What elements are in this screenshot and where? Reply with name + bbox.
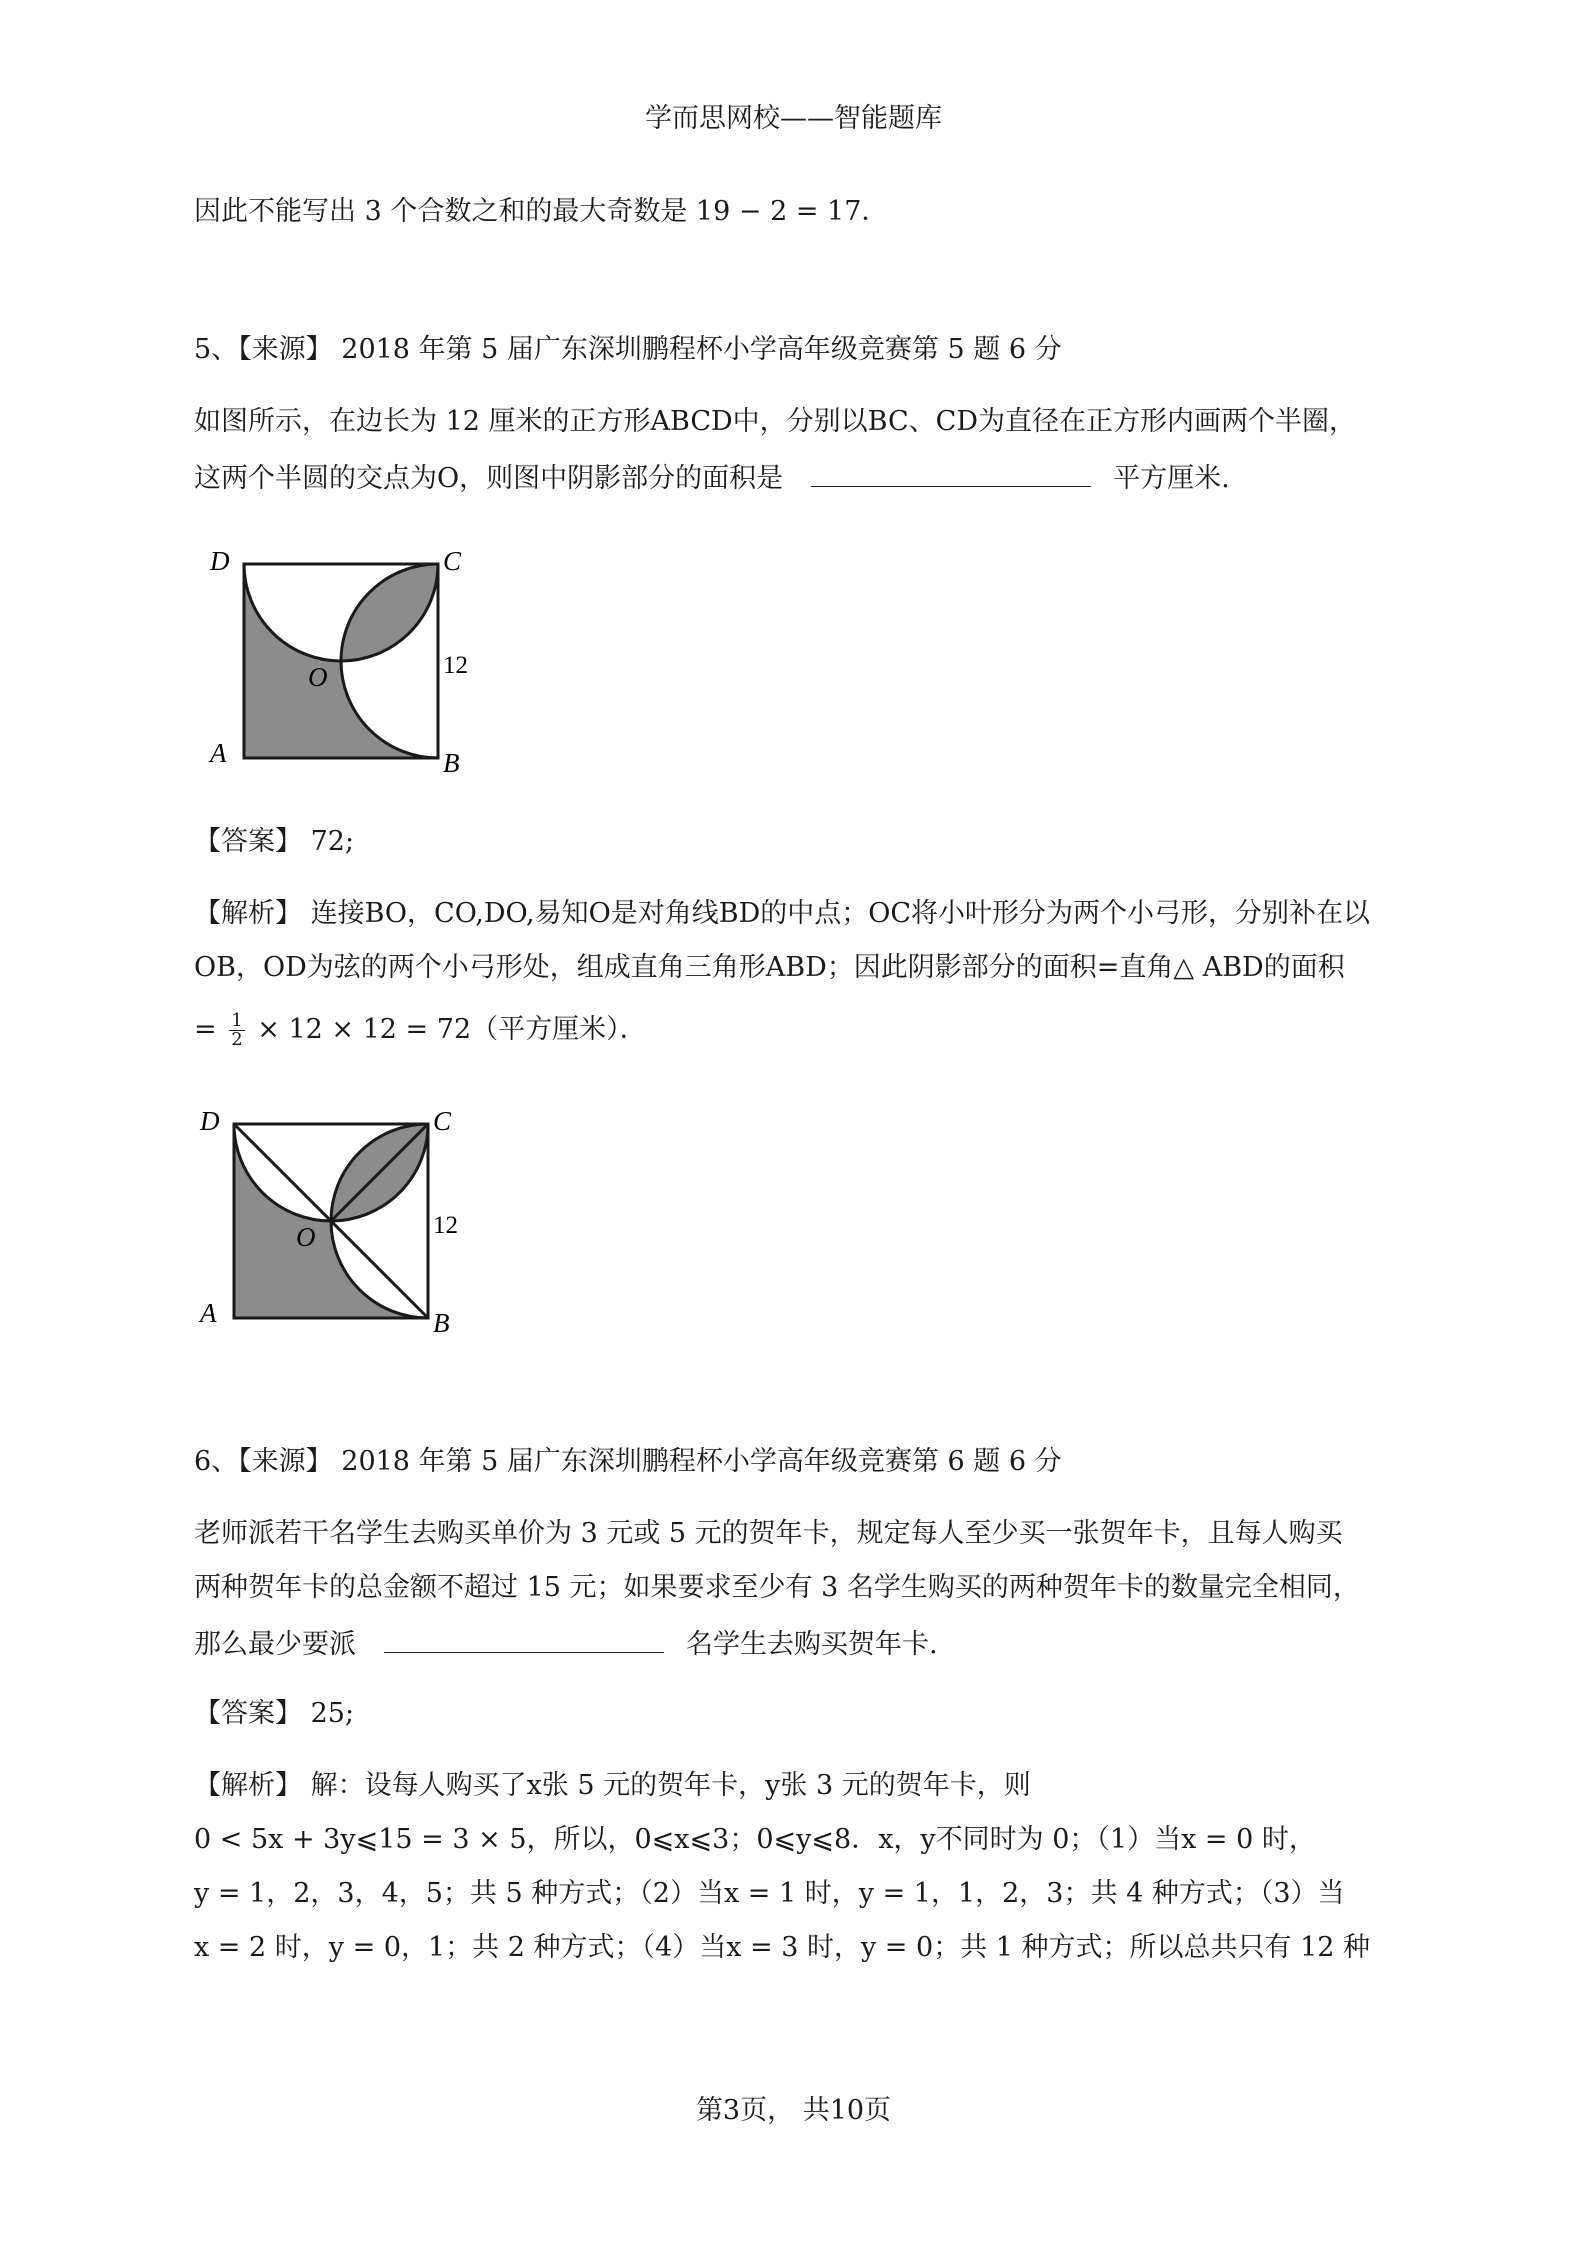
fraction-denominator: 2 [231, 1029, 243, 1050]
q5-answer: 【答案】 72; [194, 826, 355, 857]
q6-stem-before-blank: 那么最少要派 [194, 1629, 356, 1660]
page-footer: 第3页， 共10页 [695, 2095, 892, 2126]
label-c: C [433, 1106, 452, 1136]
q6-analysis-line2: 0 < 5x + 3y⩽15 = 3 × 5，所以，0⩽x⩽3；0⩽y⩽8．x，y不同时为 0；（1）当x = 0 时， [194, 1824, 1316, 1855]
q6-answer: 【答案】 25; [194, 1698, 355, 1729]
q6-analysis-line3: y = 1，2，3，4，5；共 5 种方式；（2）当x = 1 时，y = 1，1，2，3；共 4 种方式；（3）当 [194, 1878, 1345, 1909]
equals-sign: = [194, 1014, 217, 1045]
analysis-expression: × 12 × 12 = 72（平方厘米）． [257, 1014, 647, 1045]
q5-stem-before-blank: 这两个半圆的交点为O，则图中阴影部分的面积是 [194, 463, 784, 494]
label-b: B [443, 748, 460, 778]
label-a: A [210, 738, 227, 768]
prev-solution-end: 因此不能写出 3 个合数之和的最大奇数是 19 − 2 = 17． [194, 196, 889, 227]
page-header: 学而思网校——智能题库 [645, 103, 942, 134]
label-c: C [443, 546, 462, 576]
q6-analysis-line1: 【解析】 解：设每人购买了x张 5 元的贺年卡，y张 3 元的贺年卡，则 [194, 1770, 1031, 1801]
label-a: A [200, 1298, 217, 1328]
q6-stem-after-blank: 名学生去购买贺年卡. [686, 1629, 938, 1660]
fraction-numerator: 1 [231, 1010, 243, 1031]
label-side-length: 12 [443, 652, 468, 679]
q6-stem-line2: 两种贺年卡的总金额不超过 15 元；如果要求至少有 3 名学生购买的两种贺年卡的数量完全相同， [194, 1572, 1360, 1603]
q6-analysis-line4: x = 2 时，y = 0，1；共 2 种方式；（4）当x = 3 时，y = 0；共 1 种方式；所以总共只有 12 种 [194, 1932, 1371, 1963]
label-b: B [433, 1308, 450, 1338]
label-o: O [296, 1222, 316, 1252]
fraction-half [229, 1012, 244, 1049]
q5-answer-blank [811, 456, 1091, 487]
q5-stem-after-blank: 平方厘米. [1113, 463, 1230, 494]
q5-analysis-line1: 【解析】 连接BO，CO,DO,易知O是对角线BD的中点；OC将小叶形分为两个小弓形，分别补在以 [194, 898, 1371, 929]
q5-stem-line1: 如图所示，在边长为 12 厘米的正方形ABCD中，分别以BC、CD为直径在正方形内画两个半圈， [194, 406, 1356, 437]
q6-stem-line3 [194, 1622, 938, 1665]
q5-analysis-line3 [194, 1010, 647, 1050]
q6-source: 6、【来源】 2018 年第 5 届广东深圳鹏程杯小学高年级竞赛第 6 题 6 分 [194, 1446, 1062, 1477]
q5-source: 5、【来源】 2018 年第 5 届广东深圳鹏程杯小学高年级竞赛第 5 题 6 分 [194, 334, 1062, 365]
q5-figure-2 [190, 1096, 480, 1346]
label-o: O [308, 662, 328, 692]
label-d: D [210, 546, 230, 576]
q5-figure-1 [200, 540, 490, 780]
q6-answer-blank [384, 1622, 664, 1653]
q6-stem-line1: 老师派若干名学生去购买单价为 3 元或 5 元的贺年卡，规定每人至少买一张贺年卡，且每人购买 [194, 1518, 1343, 1549]
q5-analysis-line2: OB，OD为弦的两个小弓形处，组成直角三角形ABD；因此阴影部分的面积=直角△ ABD的面积 [194, 952, 1345, 983]
label-side-length: 12 [433, 1212, 458, 1239]
q5-stem-line2 [194, 456, 1230, 499]
label-d: D [200, 1106, 220, 1136]
